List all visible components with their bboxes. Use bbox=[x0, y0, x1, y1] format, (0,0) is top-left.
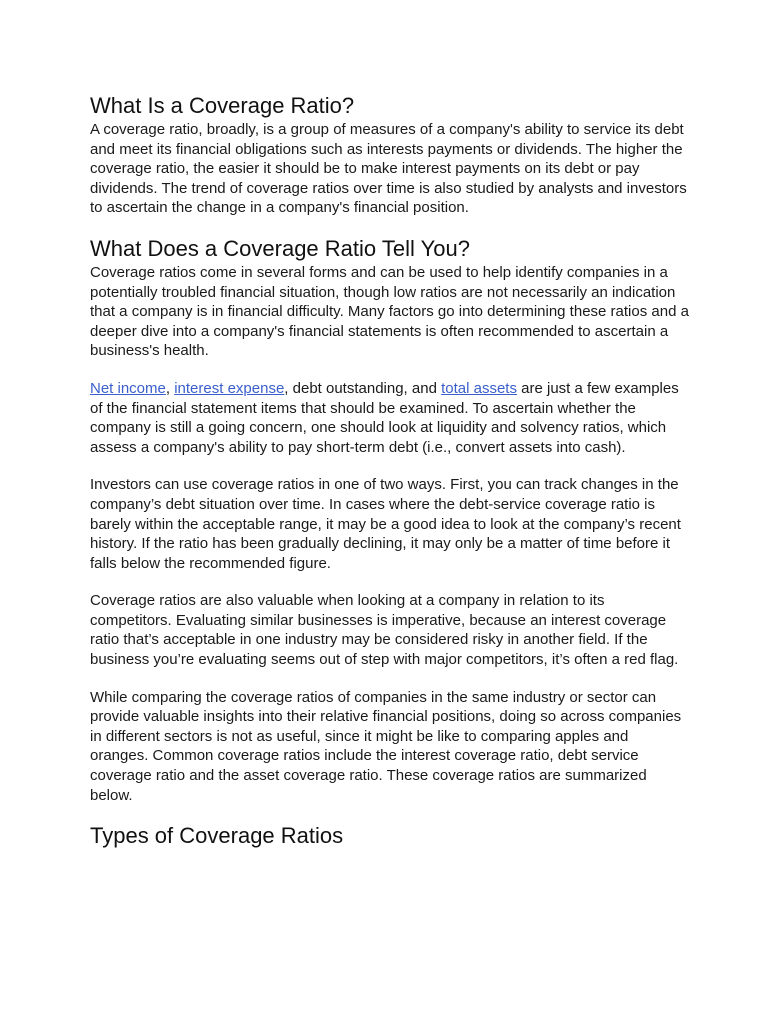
text-span: , debt outstanding, and bbox=[284, 379, 442, 397]
link-net-income[interactable]: Net income bbox=[90, 379, 166, 397]
paragraph: A coverage ratio, broadly, is a group of measures of a company's ability to service its debt and meet its financial obligations such as interests payments or dividends. The higher the coverage ratio, the easier it should be to make interest payments on its debt or pay dividends. The trend of coverage ratios over time is also studied by analysts and investors to ascertain the change in a company's financial position. bbox=[90, 121, 687, 217]
text-span: are just a few examples of the financial statement items that should be examined. To ascertain whether the company is still a going concern, one should look at liquidity and solvency ratios, which assess a company's ability to pay short-term debt (i.e., convert assets into cash). bbox=[90, 379, 679, 456]
paragraph: Coverage ratios come in several forms and can be used to help identify companies in a potentially troubled financial situation, though low ratios are not necessarily an indication that a company is in financial difficulty. Many factors go into determining these ratios and a deeper dive into a company's financial statements is often recommended to ascertain a business's health. bbox=[90, 263, 689, 360]
link-total-assets[interactable]: total assets bbox=[441, 379, 517, 397]
paragraph: Investors can use coverage ratios in one of two ways. First, you can track changes in the company’s debt situation over time. In cases where the debt-service coverage ratio is barely within the acceptable range, it may be a good idea to look at the company’s recent history. If the ratio has been gradually declining, it may only be a matter of time before it falls below the recommended figure. bbox=[90, 476, 681, 572]
section-heading: What Is a Coverage Ratio? bbox=[90, 93, 355, 118]
link-interest-expense[interactable]: interest expense bbox=[174, 379, 285, 397]
paragraph-with-links bbox=[90, 379, 690, 457]
document-page bbox=[90, 92, 690, 850]
section-heading: Types of Coverage Ratios bbox=[90, 823, 344, 849]
paragraph: Coverage ratios are also valuable when looking at a company in relation to its competitors. Evaluating similar businesses is imperative, because an interest coverage ratio that’s acceptable in one industry may be considered risky in another field. If the business you’re evaluating seems out of step with major competitors, it’s often a red flag. bbox=[90, 592, 679, 669]
paragraph: While comparing the coverage ratios of companies in the same industry or sector can provide valuable insights into their relative financial positions, doing so across companies in different sectors is not as useful, since it might be like to comparing apples and oranges. Common coverage ratios include the interest coverage ratio, debt service coverage ratio and the asset coverage ratio. These coverage ratios are summarized below. bbox=[90, 688, 682, 804]
section-heading: What Does a Coverage Ratio Tell You? bbox=[90, 235, 470, 261]
text-span: , bbox=[165, 379, 175, 397]
